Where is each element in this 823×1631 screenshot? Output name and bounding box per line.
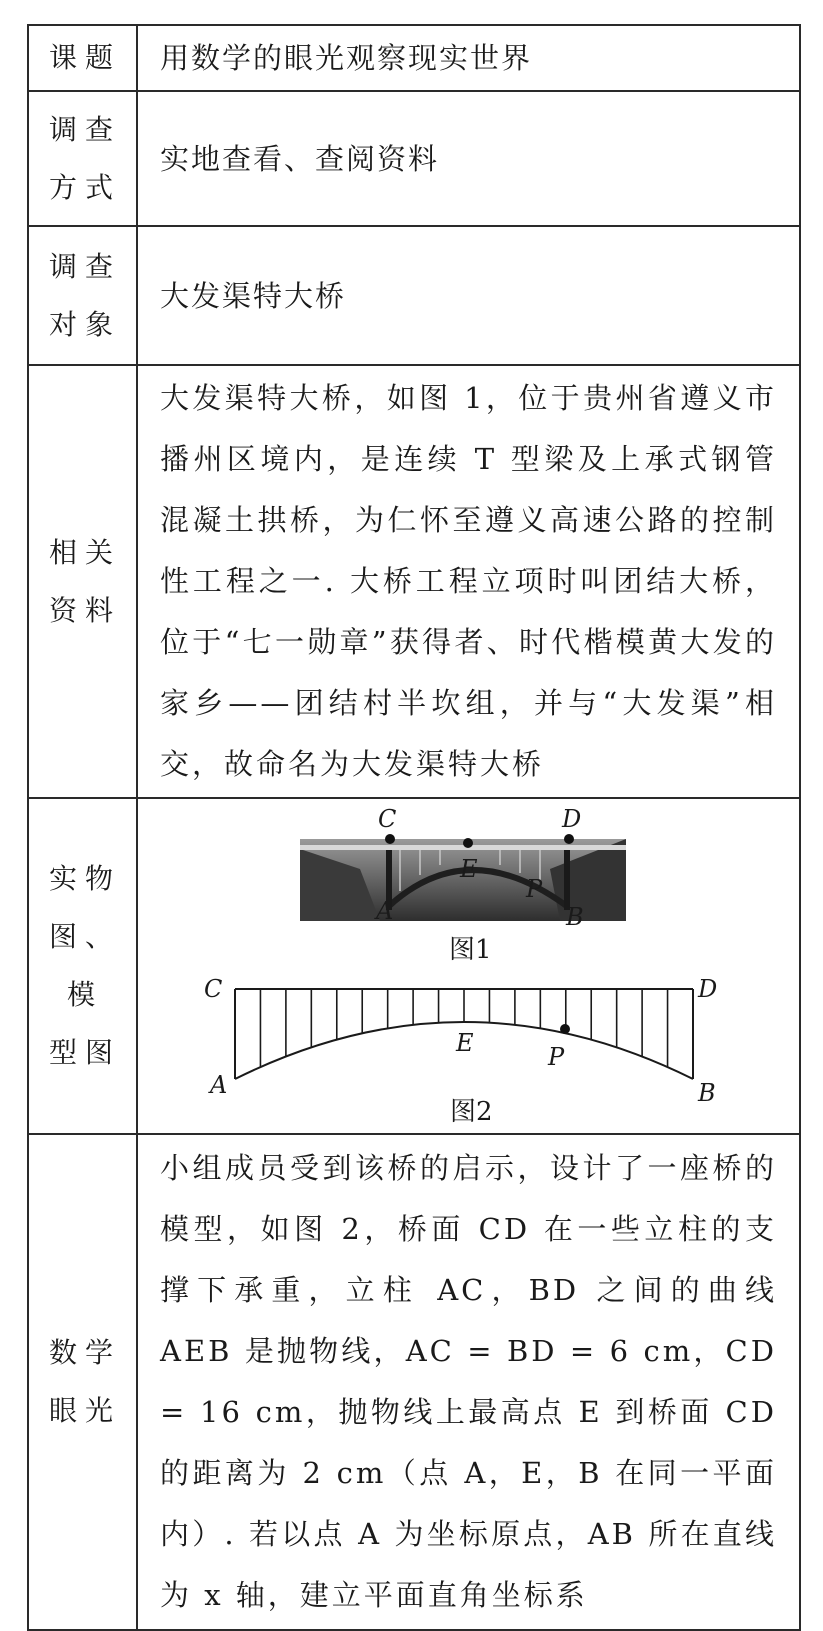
figure-overlay xyxy=(138,799,808,1133)
fig1-label-a: A xyxy=(376,897,394,925)
object-value: 大发渠特大桥 xyxy=(137,226,800,365)
row-math xyxy=(28,1134,800,1630)
method-label-line1: 调查 xyxy=(48,112,121,146)
info-label-line2: 资料 xyxy=(48,593,121,627)
object-label xyxy=(28,226,137,365)
fig2-caption: 图2 xyxy=(450,1097,493,1127)
info-text: 大发渠特大桥，如图 1，位于贵州省遵义市播州区境内，是连续 T 型梁及上承式钢管混凝土拱桥，为仁怀至遵义高速公路的控制性工程之一. 大桥工程立项时叫团结大桥，位于“七一勋章”获得者、时代楷模黄大发的家乡——团结村半坎组，并与“大发渠”相交，故命名为大发渠特大桥 xyxy=(137,365,800,798)
row-figures xyxy=(28,798,800,1134)
method-label-line2: 方式 xyxy=(48,170,121,204)
fig1-label-b: B xyxy=(566,903,584,931)
row-info xyxy=(28,365,800,798)
row-topic xyxy=(28,25,800,91)
fig2-label-a: A xyxy=(210,1071,228,1099)
fig1-label-d: D xyxy=(562,805,582,833)
row-object xyxy=(28,226,800,365)
fig1-point-c xyxy=(385,834,395,844)
fig2-label-c: C xyxy=(204,975,223,1003)
topic-value: 用数学的眼光观察现实世界 xyxy=(137,25,800,91)
info-label-line1: 相关 xyxy=(48,535,121,569)
fig1-point-e xyxy=(463,838,473,848)
fig2-point-p xyxy=(560,1024,570,1034)
fig2-label-e: E xyxy=(456,1029,474,1057)
object-label-line2: 对象 xyxy=(48,307,121,341)
figures-label-line3: 型图 xyxy=(48,1036,121,1069)
fig2-label-b: B xyxy=(698,1079,716,1107)
method-label xyxy=(28,91,137,226)
figures-label-line1: 实物 xyxy=(48,862,121,895)
fig1-label-p: P xyxy=(526,875,543,903)
figures-area xyxy=(138,799,799,1133)
method-value: 实地查看、查阅资料 xyxy=(137,91,800,226)
fig2-label-p: P xyxy=(548,1043,565,1071)
math-label-line2: 眼光 xyxy=(48,1394,121,1427)
fig1-point-d xyxy=(564,834,574,844)
topic-label: 课题 xyxy=(28,25,137,91)
fig2-label-d: D xyxy=(698,975,718,1003)
math-text: 小组成员受到该桥的启示，设计了一座桥的模型，如图 2，桥面 CD 在一些立柱的支撑下承重，立柱 AC，BD 之间的曲线 AEB 是抛物线，AC = BD = 6 cm，CD = 16 cm，抛物线上最高点 E 到桥面 CD 的距离为 2 cm（点 A，E，B 在同一平面内）. 若以点 A 为坐标原点，AB 所在直线为 x 轴，建立平面直角坐标系 xyxy=(137,1134,800,1630)
figures-cell xyxy=(137,798,800,1134)
fig1-label-e: E xyxy=(460,855,478,883)
fig1-label-c: C xyxy=(378,805,397,833)
figures-label-line2: 图、模 xyxy=(48,920,121,1011)
figures-label xyxy=(28,798,137,1134)
row-method xyxy=(28,91,800,226)
object-label-line1: 调查 xyxy=(48,249,121,283)
fig1-caption: 图1 xyxy=(449,935,492,965)
inquiry-table xyxy=(27,24,801,1631)
math-label-line1: 数学 xyxy=(48,1336,121,1369)
info-label xyxy=(28,365,137,798)
math-label xyxy=(28,1134,137,1630)
